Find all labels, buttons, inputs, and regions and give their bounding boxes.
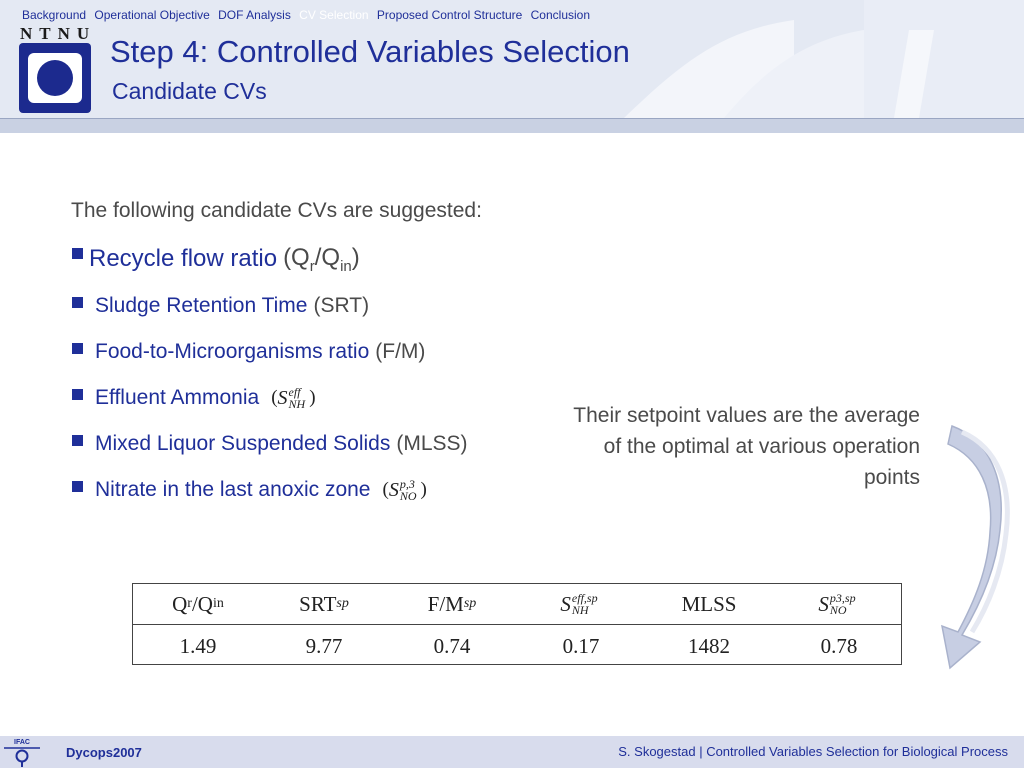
table-header-row: [133, 584, 901, 625]
page-subtitle: Candidate CVs: [112, 78, 267, 104]
nav-cv-selection[interactable]: CV Selection: [299, 8, 369, 22]
header-divider: [0, 118, 1024, 133]
list-item: [72, 340, 425, 364]
table-header-cell: Q r /Q in: [172, 591, 224, 616]
page-title: Step 4: Controlled Variables Selection: [110, 34, 630, 69]
author-and-title: S. Skogestad | Controlled Variables Selection for Biological Process: [618, 744, 1008, 759]
list-item: [72, 294, 369, 318]
cv-label: Effluent Ammonia: [95, 386, 260, 409]
nav-proposed-control-structure[interactable]: Proposed Control Structure: [376, 8, 523, 22]
cv-label: Recycle flow ratio: [89, 245, 278, 273]
bullet-square-icon: [72, 297, 83, 308]
cv-label: Sludge Retention Time: [95, 294, 308, 317]
nav-operational-objective[interactable]: Operational Objective: [94, 8, 210, 22]
list-item: [72, 244, 360, 275]
table-cell: 1482: [688, 633, 730, 658]
setpoint-note: Their setpoint values are the average of the optimal at various operation points: [573, 404, 920, 489]
ifac-logo-icon: [2, 736, 42, 768]
intro-text: The following candidate CVs are suggested:: [71, 199, 482, 222]
cv-abbreviation: (F/M): [375, 340, 426, 363]
setpoint-table: [132, 583, 902, 665]
cv-math-symbol: ( S eff NH ): [271, 385, 316, 411]
bullet-square-icon: [72, 435, 83, 446]
cv-label: Nitrate in the last anoxic zone: [95, 478, 371, 501]
cv-abbreviation: (MLSS): [396, 432, 468, 455]
bullet-square-icon: [72, 389, 83, 400]
table-header-cell: MLSS: [681, 591, 737, 616]
list-item: [72, 478, 427, 502]
table-cell: 0.78: [820, 633, 858, 658]
slide-footer: [0, 736, 1024, 768]
cv-label: Mixed Liquor Suspended Solids: [95, 432, 391, 455]
table-header-cell: SRT sp: [299, 591, 349, 616]
table-row: [133, 626, 901, 666]
table-cell: 1.49: [179, 633, 217, 658]
cv-abbreviation: $(Q_r/Q_{in})$: [283, 244, 360, 275]
slide-header: [0, 0, 1024, 118]
list-item: [72, 432, 468, 456]
nav-dof-analysis[interactable]: DOF Analysis: [218, 8, 291, 22]
bullet-square-icon: [72, 481, 83, 492]
cv-label: Food-to-Microorganisms ratio: [95, 340, 370, 363]
table-header-cell: S p3,sp NO: [818, 591, 856, 617]
list-item: [72, 386, 316, 410]
cv-abbreviation: (SRT): [313, 294, 370, 317]
bullet-square-icon: [72, 248, 83, 259]
nav-conclusion[interactable]: Conclusion: [530, 8, 591, 22]
cv-math-symbol: ( S p,3 NO ): [382, 477, 427, 503]
table-cell: 0.74: [433, 633, 471, 658]
table-header-cell: F/M sp: [427, 591, 477, 616]
curved-arrow-icon: [940, 420, 1020, 670]
table-header-cell: S eff,sp NH: [560, 591, 598, 617]
bullet-square-icon: [72, 343, 83, 354]
ntnu-logo-text: NTNU: [20, 24, 97, 43]
section-navigation: [22, 8, 595, 22]
ntnu-logo-icon: [19, 43, 91, 113]
conference-name: Dycops2007: [66, 745, 142, 760]
table-cell: 9.77: [305, 633, 343, 658]
nav-background[interactable]: Background: [22, 8, 87, 22]
table-cell: 0.17: [562, 633, 600, 658]
svg-text:IFAC: IFAC: [14, 739, 30, 746]
